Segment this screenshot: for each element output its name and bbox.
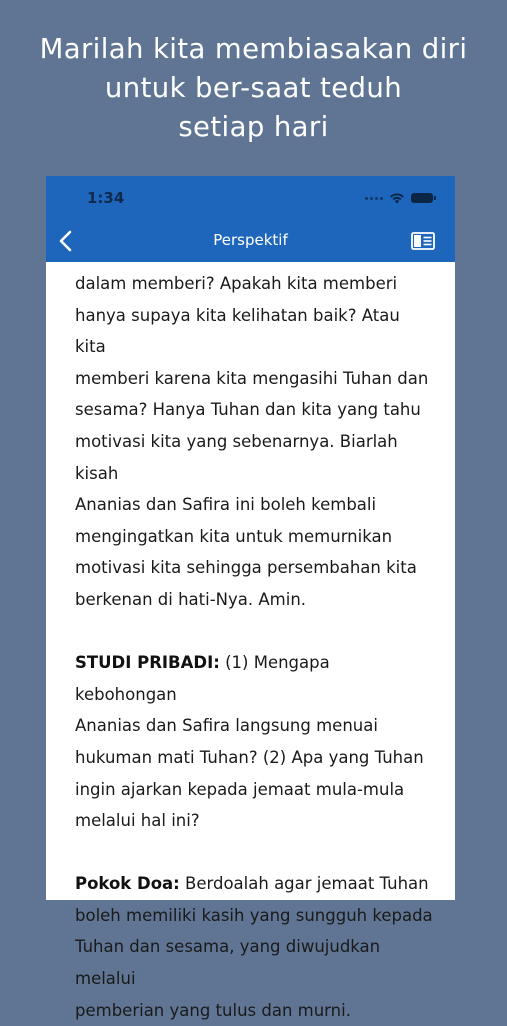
signal-dots-icon <box>365 197 383 200</box>
article-line: motivasi kita sehingga persembahan kita <box>75 558 417 578</box>
article-line: mengingatkan kita untuk memurnikan <box>75 526 393 546</box>
prayer-line: pemberian yang tulus dan murni. <box>75 1000 351 1020</box>
study-line: melalui hal ini? <box>75 811 200 831</box>
study-line: hukuman mati Tuhan? (2) Apa yang Tuhan <box>75 747 424 767</box>
promo-header <box>0 0 507 176</box>
reader-mode-icon[interactable] <box>411 232 435 250</box>
promo-title-line: untuk ber-saat teduh <box>104 72 403 104</box>
prayer-text: Berdoalah agar jemaat Tuhan <box>179 874 429 894</box>
study-text: (1) Mengapa kebohongan <box>75 653 330 704</box>
nav-title: Perspektif <box>213 231 288 249</box>
navigation-bar <box>46 220 455 262</box>
study-line: Ananias dan Safira langsung menuai <box>75 716 378 736</box>
study-first-line <box>75 647 435 710</box>
wifi-icon <box>389 192 405 204</box>
article-line: hanya supaya kita kelihatan baik? Atau kita <box>75 305 400 357</box>
prayer-line: Tuhan dan sesama, yang diwujudkan melalui <box>75 937 381 989</box>
promo-title-line: setiap hari <box>178 111 329 143</box>
article-line: Ananias dan Safira ini boleh kembali <box>75 495 377 515</box>
article-line: sesama? Hanya Tuhan dan kita yang tahu <box>75 400 421 420</box>
study-label: STUDI PRIBADI: <box>75 653 220 673</box>
prayer-label: Pokok Doa: <box>75 874 180 894</box>
status-bar <box>46 176 455 220</box>
article-body <box>75 268 435 1026</box>
article-line: memberi karena kita mengasihi Tuhan dan <box>75 368 429 388</box>
status-icons <box>365 191 433 205</box>
prayer-first-line <box>75 868 435 900</box>
promo-title-line: Marilah kita membiasakan diri <box>39 33 468 65</box>
article-line: motivasi kita yang sebenarnya. Biarlah kisah <box>75 431 398 483</box>
promo-title <box>0 30 507 147</box>
battery-icon <box>411 193 433 203</box>
status-time: 1:34 <box>87 189 125 207</box>
article-line: berkenan di hati-Nya. Amin. <box>75 589 307 609</box>
prayer-line: boleh memiliki kasih yang sungguh kepada <box>75 905 433 925</box>
study-line: ingin ajarkan kepada jemaat mula-mula <box>75 779 405 799</box>
phone-screen <box>46 176 455 1020</box>
article-line: dalam memberi? Apakah kita memberi <box>75 274 398 293</box>
